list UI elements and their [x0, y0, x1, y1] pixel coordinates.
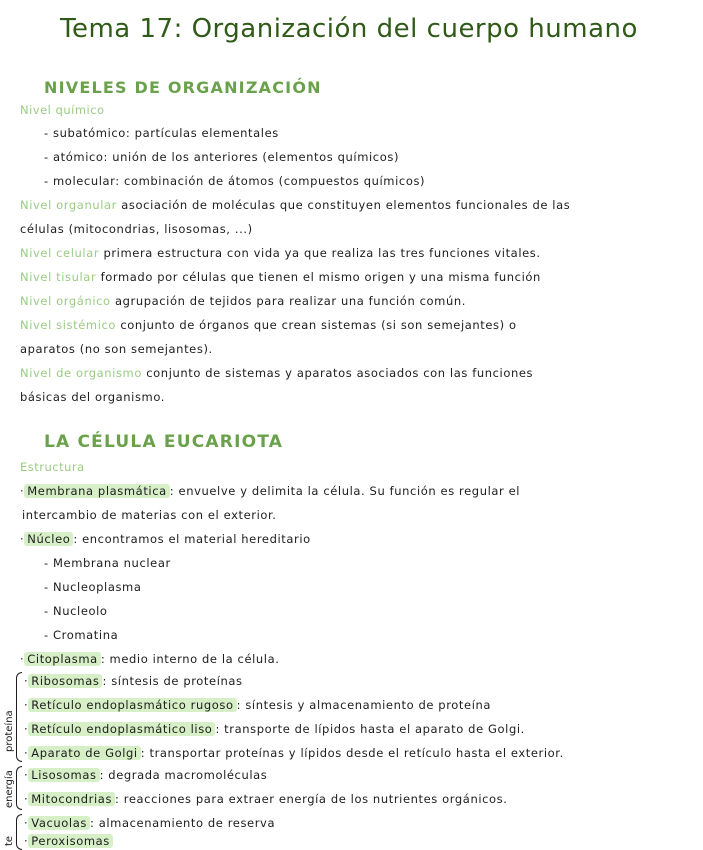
term-nucleo: Núcleo	[24, 532, 73, 546]
section-heading-celula: LA CÉLULA EUCARIOTA	[44, 432, 284, 452]
label-nivel-organismo: Nivel de organismo	[20, 366, 142, 380]
list-item: - Cromatina	[44, 628, 119, 642]
nucleo-line: · Núcleo : encontramos el material hereditario	[20, 532, 311, 546]
label-nivel-tisular: Nivel tisular	[20, 270, 97, 284]
label-nivel-celular: Nivel celular	[20, 246, 100, 260]
mito-text: : reacciones para extraer energía de los nutrientes orgánicos.	[115, 792, 508, 806]
bracket-label-te: te	[4, 835, 15, 846]
term-membrana: Membrana plasmática	[24, 484, 170, 498]
list-item: - subatómico: partículas elementales	[44, 126, 279, 140]
celular-text: primera estructura con vida ya que realiza las tres funciones vitales.	[103, 246, 541, 260]
list-item: - atómico: unión de los anteriores (elementos químicos)	[44, 150, 400, 164]
vacuolas-line: · Vacuolas : almacenamiento de reserva	[24, 816, 276, 830]
organular-line	[20, 198, 570, 212]
citoplasma-line: · Citoplasma : medio interno de la célula.	[20, 652, 280, 666]
membrana-line: · Membrana plasmática : envuelve y delimita la célula. Su función es regular el	[20, 484, 521, 498]
list-item: - molecular: combinación de átomos (compuestos químicos)	[44, 174, 426, 188]
rel-text: : transporte de lípidos hasta el aparato de Golgi.	[215, 722, 525, 736]
label-estructura: Estructura	[20, 460, 85, 474]
bracket-label-proteina: proteína	[4, 710, 15, 752]
term-rer: Retículo endoplasmático rugoso	[28, 698, 236, 712]
page-title: Tema 17: Organización del cuerpo humano	[60, 14, 638, 44]
lisosomas-text: : degrada macromoléculas	[99, 768, 268, 782]
lisosomas-line: · Lisosomas : degrada macromoléculas	[24, 768, 268, 782]
term-lisosomas: Lisosomas	[28, 768, 99, 782]
bracket-label-energia: energía	[4, 770, 15, 808]
term-vacuolas: Vacuolas	[28, 816, 90, 830]
term-rel: Retículo endoplasmático liso	[28, 722, 215, 736]
tisular-line	[20, 270, 541, 284]
organismo-text-2: básicas del organismo.	[20, 390, 166, 404]
organismo-line	[20, 366, 533, 380]
bracket-te	[16, 814, 22, 850]
tisular-text: formado por células que tienen el mismo origen y una misma función	[100, 270, 541, 284]
ribosomas-text: : síntesis de proteínas	[102, 674, 243, 688]
list-item: - Membrana nuclear	[44, 556, 171, 570]
term-mitocondrias: Mitocondrias	[28, 792, 115, 806]
term-citoplasma: Citoplasma	[24, 652, 101, 666]
golgi-text: : transportar proteínas y lípidos desde el retículo hasta el exterior.	[140, 746, 564, 760]
organular-text-2: células (mitocondrias, lisosomas, ...)	[20, 222, 253, 236]
bracket-energia	[16, 766, 22, 810]
sistemico-text: conjunto de órganos que crean sistemas (si son semejantes) o	[120, 318, 517, 332]
term-peroxisomas: Peroxisomas	[28, 834, 113, 848]
list-item: - Nucleoplasma	[44, 580, 142, 594]
nucleo-text: : encontramos el material hereditario	[73, 532, 311, 546]
citoplasma-text: : medio interno de la célula.	[100, 652, 280, 666]
label-nivel-organico: Nivel orgánico	[20, 294, 111, 308]
term-ribosomas: Ribosomas	[28, 674, 102, 688]
celular-line	[20, 246, 541, 260]
peroxisomas-line: · Peroxisomas	[24, 834, 113, 848]
term-golgi: Aparato de Golgi	[28, 746, 140, 760]
bracket-proteina	[16, 672, 22, 762]
mito-line: · Mitocondrias : reacciones para extraer energía de los nutrientes orgánicos.	[24, 792, 508, 806]
rer-line: · Retículo endoplasmático rugoso : síntesis y almacenamiento de proteína	[24, 698, 492, 712]
sistemico-text-2: aparatos (no son semejantes).	[20, 342, 213, 356]
organico-text: agrupación de tejidos para realizar una función común.	[114, 294, 466, 308]
golgi-line: · Aparato de Golgi : transportar proteínas y lípidos desde el retículo hasta el exterior.	[24, 746, 564, 760]
list-item: - Nucleolo	[44, 604, 108, 618]
rel-line: · Retículo endoplasmático liso : transporte de lípidos hasta el aparato de Golgi.	[24, 722, 525, 736]
organismo-text: conjunto de sistemas y aparatos asociados con las funciones	[146, 366, 534, 380]
ribosomas-line: · Ribosomas : síntesis de proteínas	[24, 674, 243, 688]
label-nivel-quimico: Nivel químico	[20, 103, 105, 117]
label-nivel-organular: Nivel organular	[20, 198, 117, 212]
vacuolas-text: : almacenamiento de reserva	[89, 816, 276, 830]
organico-line	[20, 294, 466, 308]
sistemico-line	[20, 318, 517, 332]
rer-text: : síntesis y almacenamiento de proteína	[236, 698, 492, 712]
label-nivel-sistemico: Nivel sistémico	[20, 318, 117, 332]
section-heading-niveles: NIVELES DE ORGANIZACIÓN	[44, 78, 322, 97]
membrana-text-2: intercambio de materias con el exterior.	[22, 508, 277, 522]
organular-text: asociación de moléculas que constituyen elementos funcionales de las	[121, 198, 571, 212]
membrana-text: : envuelve y delimita la célula. Su función es regular el	[169, 484, 521, 498]
